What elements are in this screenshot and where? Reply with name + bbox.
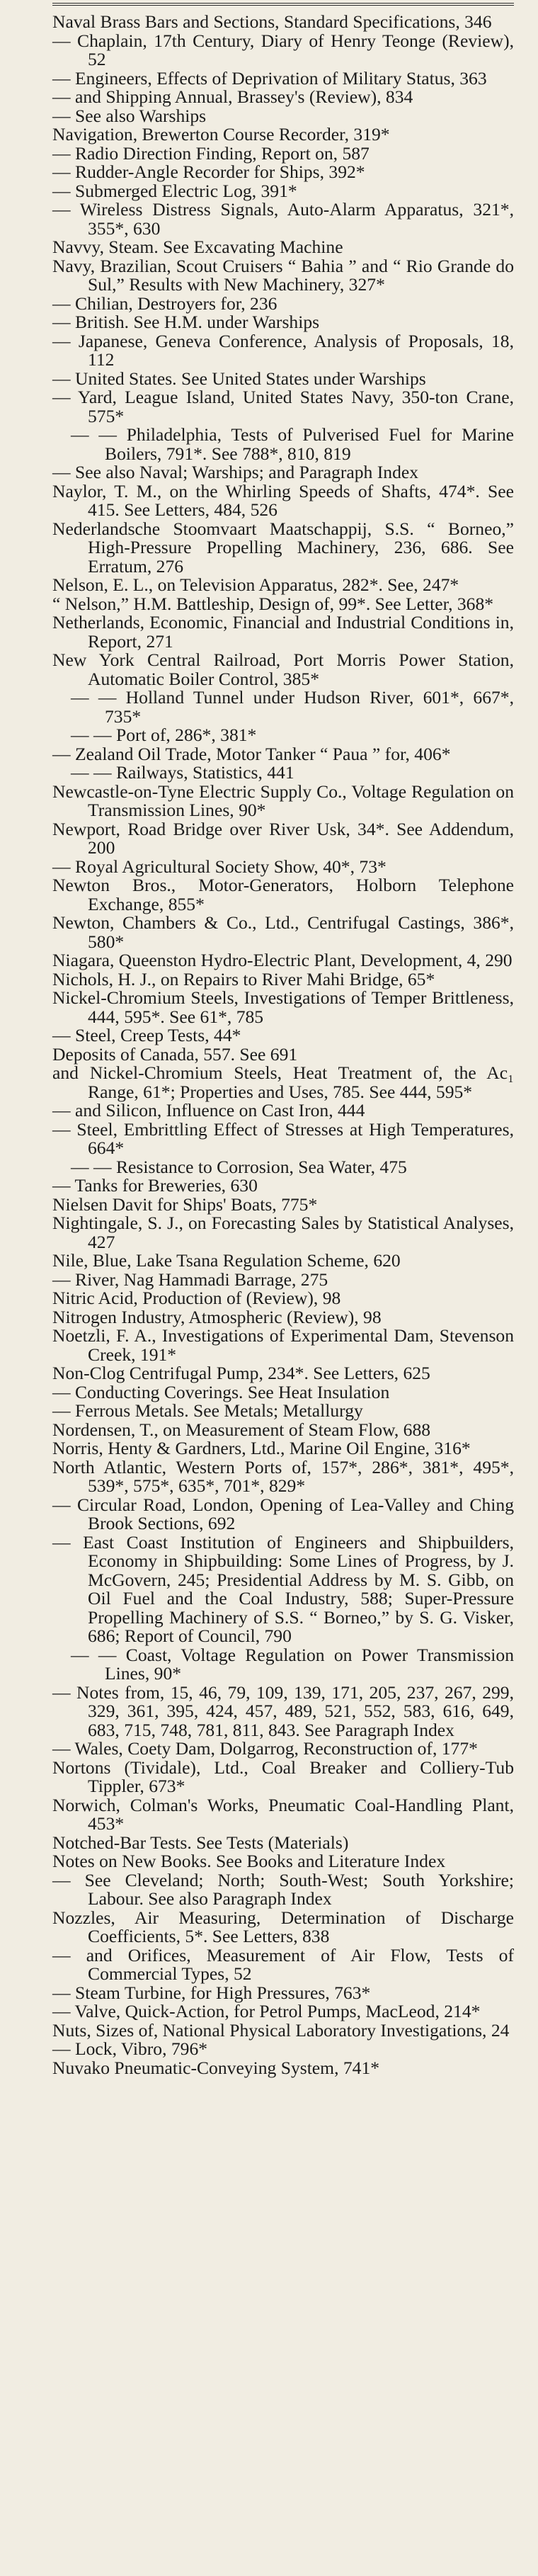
index-entry: — Steel, Creep Tests, 44*: [52, 1025, 241, 1045]
index-entry: Nitric Acid, Production of (Review), 98: [52, 1288, 341, 1308]
index-entry: “ Nelson,” H.M. Battleship, Design of, 99*. See Letter, 368*: [52, 593, 494, 614]
index-entry: — Zealand Oil Trade, Motor Tanker “ Paua ” for, 406*: [52, 743, 451, 764]
index-entry: Nile, Blue, Lake Tsana Regulation Scheme, 620: [52, 1250, 401, 1271]
index-entry: — Steam Turbine, for High Pressures, 763*: [52, 1982, 371, 2003]
index-entry: — Circular Road, London, Opening of Lea-Valley and Ching Brook Sections, 692: [52, 1494, 514, 1533]
index-entry: Newton Bros., Motor-Generators, Holborn Telephone Exchange, 855*: [52, 875, 514, 914]
index-entry: — Lock, Vibro, 796*: [52, 2038, 208, 2059]
index-entry: — Wireless Distress Signals, Auto-Alarm Apparatus, 321*, 355*, 630: [52, 199, 514, 239]
index-entry: New York Central Railroad, Port Morris Power Station, Automatic Boiler Control, 385*: [52, 649, 514, 689]
index-entry: — Tanks for Breweries, 630: [52, 1175, 258, 1196]
index-entry: Newport, Road Bridge over River Usk, 34*. See Addendum, 200: [52, 818, 514, 858]
index-entry: — Engineers, Effects of Deprivation of Military Status, 363: [52, 67, 487, 89]
index-entry: Nielsen Davit for Ships' Boats, 775*: [52, 1193, 318, 1215]
index-entry: — East Coast Institution of Engineers and Shipbuilders, Economy in Shipbuilding: Some Lines of Progress, by J. McGovern, 245; Presidential Address by M. S. Gibb, on Oil Fuel and the Coal Industry, 588; Super-Pressure Propelling Machinery of S.S. “ Borneo,” by S. G. Visker, 686; Report of Council, 790: [52, 1531, 514, 1646]
index-entry: — Valve, Quick-Action, for Petrol Pumps, MacLeod, 214*: [52, 2001, 481, 2021]
index-entry: Norris, Henty & Gardners, Ltd., Marine Oil Engine, 316*: [52, 1438, 471, 1458]
index-entry: Niagara, Queenston Hydro-Electric Plant, Development, 4, 290: [52, 950, 513, 970]
index-entry: — — Port of, 286*, 381*: [71, 725, 257, 745]
index-entry: Norwich, Colman's Works, Pneumatic Coal-Handling Plant, 453*: [52, 1794, 514, 1834]
index-entry-list: [52, 13, 514, 2077]
index-entry: Nickel-Chromium Steels, Investigations of Temper Brittleness, 444, 595*. See 61*, 785: [52, 987, 514, 1027]
index-entry: Deposits of Canada, 557. See 691: [52, 1043, 298, 1065]
index-entry: — British. See H.M. under Warships: [52, 312, 320, 332]
index-entry: Nederlandsche Stoomvaart Maatschappij, S.S. “ Borneo,” High-Pressure Propelling Machinery, 236, 686. See Erratum, 276: [52, 518, 514, 577]
index-entry: Nuts, Sizes of, National Physical Laboratory Investigations, 24: [52, 2019, 510, 2041]
index-entry: Navigation, Brewerton Course Recorder, 319*: [52, 124, 390, 144]
index-entry: — See also Warships: [52, 105, 207, 126]
index-entry: — — Railways, Statistics, 441: [71, 762, 294, 783]
index-entry: Newcastle-on-Tyne Electric Supply Co., Voltage Regulation on Transmission Lines, 90*: [52, 781, 514, 820]
index-entry: — Conducting Coverings. See Heat Insulation: [52, 1381, 390, 1402]
index-entry: — Wales, Coety Dam, Dolgarrog, Reconstruction of, 177*: [52, 1738, 478, 1759]
index-entry: Nuvako Pneumatic-Conveying System, 741*: [52, 2057, 380, 2078]
index-entry: — Rudder-Angle Recorder for Ships, 392*: [52, 161, 365, 182]
index-entry: — and Shipping Annual, Brassey's (Review), 834: [52, 86, 413, 107]
index-entry: and Nickel-Chromium Steels, Heat Treatment of, the Ac₁ Range, 61*; Properties and Uses, 785. See 444, 595*: [52, 1062, 514, 1102]
top-rule: [52, 3, 514, 4]
index-entry: Nordensen, T., on Measurement of Steam Flow, 688: [52, 1419, 431, 1440]
index-entry: — Steel, Embrittling Effect of Stresses at High Temperatures, 664*: [52, 1118, 514, 1158]
index-entry: — and Silicon, Influence on Cast Iron, 444: [52, 1100, 365, 1120]
index-entry: — Yard, League Island, United States Navy, 350-ton Crane, 575*: [52, 387, 514, 426]
index-entry: — Submerged Electric Log, 391*: [52, 180, 297, 201]
index-entry: Naylor, T. M., on the Whirling Speeds of Shafts, 474*. See 415. See Letters, 484, 526: [52, 480, 514, 520]
index-entry: — — Coast, Voltage Regulation on Power Transmission Lines, 90*: [71, 1644, 514, 1684]
index-entry: Noetzli, F. A., Investigations of Experimental Dam, Stevenson Creek, 191*: [52, 1325, 514, 1365]
index-entry: Navy, Brazilian, Scout Cruisers “ Bahia ” and “ Rio Grande do Sul,” Results with New Machinery, 327*: [52, 255, 514, 295]
index-entry: — Radio Direction Finding, Report on, 587: [52, 142, 370, 164]
index-entry: — Japanese, Geneva Conference, Analysis of Proposals, 18, 112: [52, 330, 514, 370]
index-entry: North Atlantic, Western Ports of, 157*, 286*, 381*, 495*, 539*, 575*, 635*, 701*, 829*: [52, 1456, 514, 1496]
index-entry: — See Cleveland; North; South-West; South Yorkshire; Labour. See also Paragraph Index: [52, 1869, 514, 1909]
index-entry: Nelson, E. L., on Television Apparatus, 282*. See, 247*: [52, 574, 459, 595]
index-entry: Nightingale, S. J., on Forecasting Sales by Statistical Analyses, 427: [52, 1213, 514, 1252]
index-entry: — and Orifices, Measurement of Air Flow, Tests of Commercial Types, 52: [52, 1944, 514, 1984]
index-entry: — See also Naval; Warships; and Paragraph Index: [52, 462, 419, 482]
index-entry: — Ferrous Metals. See Metals; Metallurgy: [52, 1400, 363, 1421]
index-entry: Navvy, Steam. See Excavating Machine: [52, 237, 343, 257]
index-entry: Netherlands, Economic, Financial and Industrial Conditions in, Report, 271: [52, 612, 514, 652]
index-entry: Newton, Chambers & Co., Ltd., Centrifugal Castings, 386*, 580*: [52, 912, 514, 952]
index-entry: — River, Nag Hammadi Barrage, 275: [52, 1269, 328, 1290]
index-entry: — Royal Agricultural Society Show, 40*, 73*: [52, 856, 387, 877]
index-entry: Nitrogen Industry, Atmospheric (Review), 98: [52, 1306, 382, 1327]
index-entry: — — Resistance to Corrosion, Sea Water, 475: [71, 1156, 407, 1177]
index-entry: — Chaplain, 17th Century, Diary of Henry Teonge (Review), 52: [52, 30, 514, 69]
top-rule-secondary: [52, 5, 514, 6]
index-entry: — — Holland Tunnel under Hudson River, 601*, 667*, 735*: [71, 687, 514, 727]
index-entry: Nichols, H. J., on Repairs to River Mahi Bridge, 65*: [52, 968, 435, 989]
index-entry: — — Philadelphia, Tests of Pulverised Fuel for Marine Boilers, 791*. See 788*, 810, 819: [71, 424, 514, 464]
index-entry: Naval Brass Bars and Sections, Standard Specifications, 346: [52, 11, 492, 32]
index-entry: Notched-Bar Tests. See Tests (Materials): [52, 1832, 349, 1853]
index-entry: — Notes from, 15, 46, 79, 109, 139, 171, 205, 237, 267, 299, 329, 361, 395, 424, 457, 489, 521, 552, 583, 616, 649, 683, 715, 748, 781, 811, 843. See Paragraph Index: [52, 1681, 514, 1740]
index-entry: Non-Clog Centrifugal Pump, 234*. See Letters, 625: [52, 1363, 430, 1383]
index-entry: Nozzles, Air Measuring, Determination of Discharge Coefficients, 5*. See Letters, 838: [52, 1907, 514, 1946]
index-entry: — Chilian, Destroyers for, 236: [52, 293, 277, 314]
index-entry: Nortons (Tividale), Ltd., Coal Breaker and Colliery-Tub Tippler, 673*: [52, 1757, 514, 1796]
index-entry: Notes on New Books. See Books and Literature Index: [52, 1851, 446, 1871]
index-entry: — United States. See United States under Warships: [52, 368, 426, 389]
